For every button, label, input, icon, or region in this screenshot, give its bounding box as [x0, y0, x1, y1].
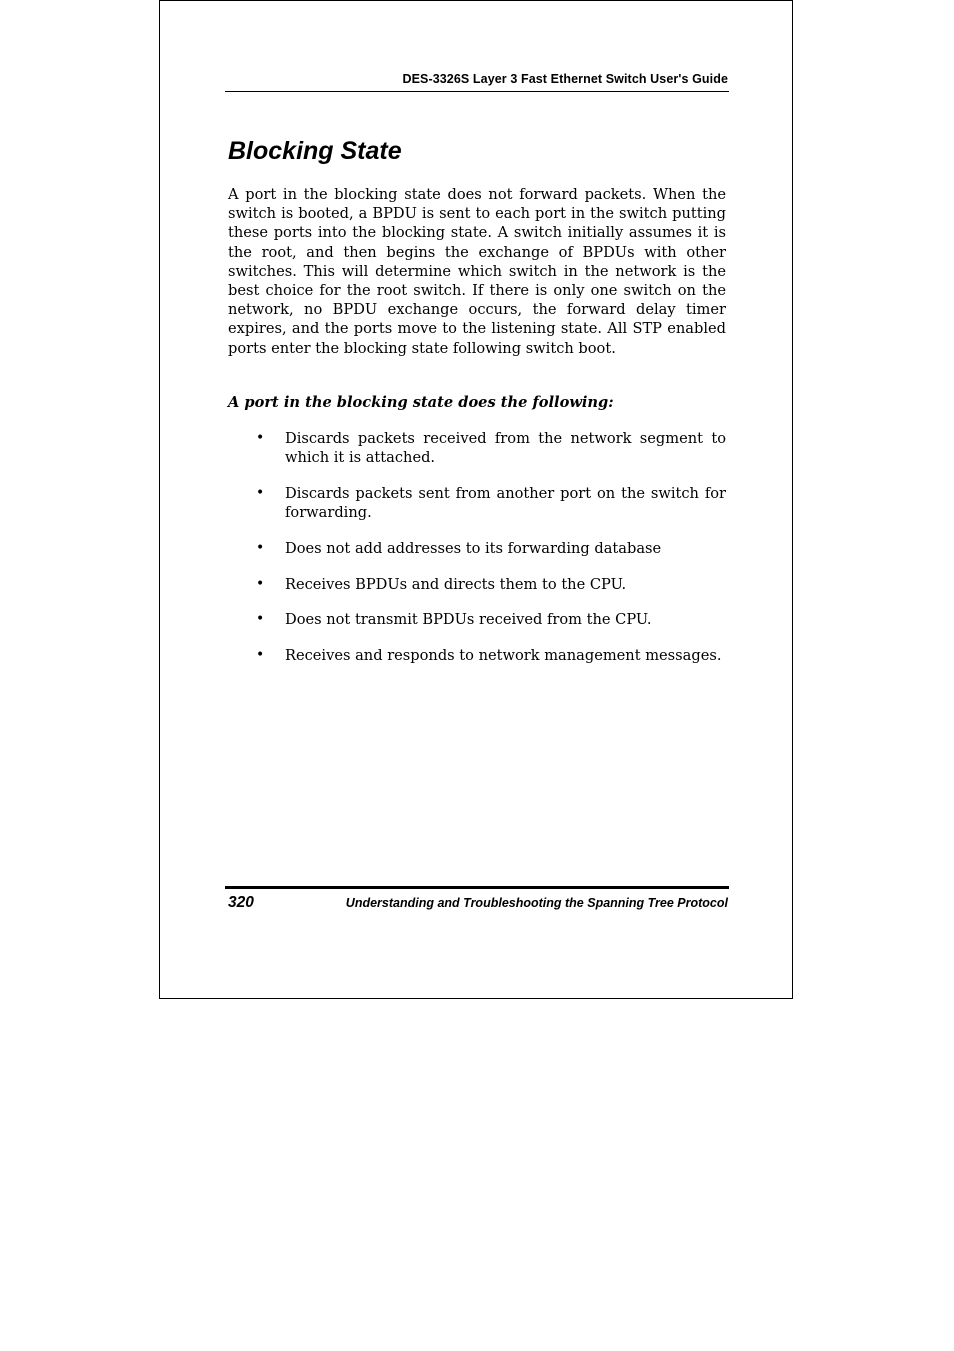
- page-number: 320: [228, 894, 254, 911]
- bullet-icon: •: [256, 646, 265, 663]
- bullet-icon: •: [256, 611, 265, 628]
- bullet-list: [228, 429, 726, 682]
- list-item-text: Does not add addresses to its forwarding database: [285, 539, 662, 557]
- chapter-title: Understanding and Troubleshooting the Spanning Tree Protocol: [345, 896, 728, 910]
- header-rule: [225, 91, 729, 92]
- body-paragraph: A port in the blocking state does not forward packets. When the switch is booted, a BPDU is sent to each port in the switch putting these ports into the blocking state. A switch initially assumes it is the root, and then begins the exchange of BPDUs with other switches. This will determine which switch in the network is the best choice for the root switch. If there is only one switch on the network, no BPDU exchange occurs, the forward delay timer expires, and the ports move to the listening state. All STP enabled ports enter the blocking state following switch boot.: [228, 186, 726, 357]
- bullet-icon: •: [256, 575, 265, 592]
- list-item: [228, 539, 726, 558]
- bullet-icon: •: [256, 484, 265, 501]
- list-item-text: Does not transmit BPDUs received from the CPU.: [285, 611, 652, 629]
- footer-rule: [225, 886, 729, 889]
- list-item-text: Discards packets received from the network segment to which it is attached.: [285, 430, 726, 467]
- running-header: DES-3326S Layer 3 Fast Ethernet Switch User's Guide: [402, 72, 728, 86]
- list-heading: A port in the blocking state does the following:: [228, 394, 614, 411]
- list-item: [228, 429, 726, 467]
- list-item: [228, 646, 726, 665]
- list-item: [228, 610, 726, 629]
- list-item: [228, 484, 726, 522]
- list-item-text: Receives and responds to network management messages.: [285, 646, 722, 664]
- section-title: Blocking State: [228, 137, 402, 165]
- list-item-text: Receives BPDUs and directs them to the CPU.: [285, 575, 627, 593]
- list-item: [228, 575, 726, 594]
- bullet-icon: •: [256, 539, 265, 556]
- list-item-text: Discards packets sent from another port on the switch for forwarding.: [285, 484, 726, 522]
- bullet-icon: •: [256, 430, 265, 446]
